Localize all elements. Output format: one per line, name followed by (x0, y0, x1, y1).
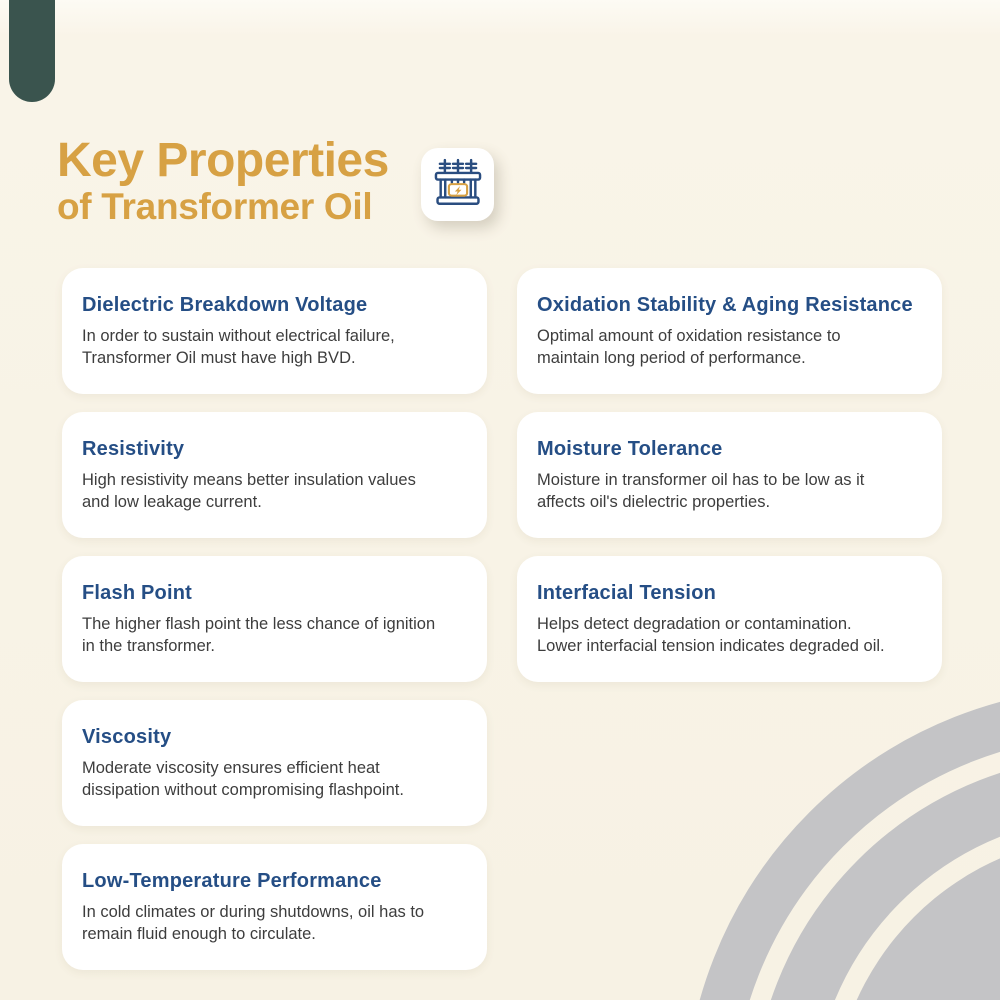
property-card (62, 412, 487, 538)
cards-column-right (517, 268, 942, 682)
card-body: In order to sustain without electrical failure, Transformer Oil must have high BVD. (82, 327, 395, 367)
card-body: The higher flash point the less chance of ignition in the transformer. (82, 615, 436, 655)
property-card (517, 556, 942, 682)
arc-ring-middle (752, 755, 1000, 1000)
card-title: Flash Point (82, 582, 192, 604)
arc-disc (832, 835, 1000, 1000)
property-card (62, 700, 487, 826)
page-subtitle: of Transformer Oil (57, 186, 373, 227)
card-body: Moisture in transformer oil has to be low as it affects oil's dielectric properties. (537, 471, 865, 511)
corner-accent-shape (9, 0, 55, 102)
card-body: Helps detect degradation or contamination. Lower interfacial tension indicates degraded oil. (537, 615, 885, 655)
cards-column-left (62, 268, 487, 970)
card-title: Oxidation Stability & Aging Resistance (537, 294, 913, 316)
card-body: Moderate viscosity ensures efficient heat dissipation without compromising flashpoint. (82, 759, 404, 799)
card-title: Dielectric Breakdown Voltage (82, 294, 368, 316)
page-title: Key Properties (57, 134, 389, 187)
property-card (517, 268, 942, 394)
card-title: Viscosity (82, 726, 172, 748)
property-card (62, 844, 487, 970)
property-card (517, 412, 942, 538)
card-body: Optimal amount of oxidation resistance to maintain long period of performance. (537, 327, 841, 367)
card-body: High resistivity means better insulation values and low leakage current. (82, 471, 416, 511)
transformer-icon-tile (421, 148, 494, 221)
card-title: Interfacial Tension (537, 582, 717, 604)
header (57, 136, 389, 228)
card-title: Resistivity (82, 438, 185, 460)
card-title: Moisture Tolerance (537, 438, 723, 460)
property-card (62, 556, 487, 682)
property-card (62, 268, 487, 394)
transformer-icon (430, 157, 486, 213)
card-title: Low-Temperature Performance (82, 870, 382, 892)
card-body: In cold climates or during shutdowns, oil has to remain fluid enough to circulate. (82, 903, 425, 943)
arc-ring-outer (684, 687, 1000, 1000)
